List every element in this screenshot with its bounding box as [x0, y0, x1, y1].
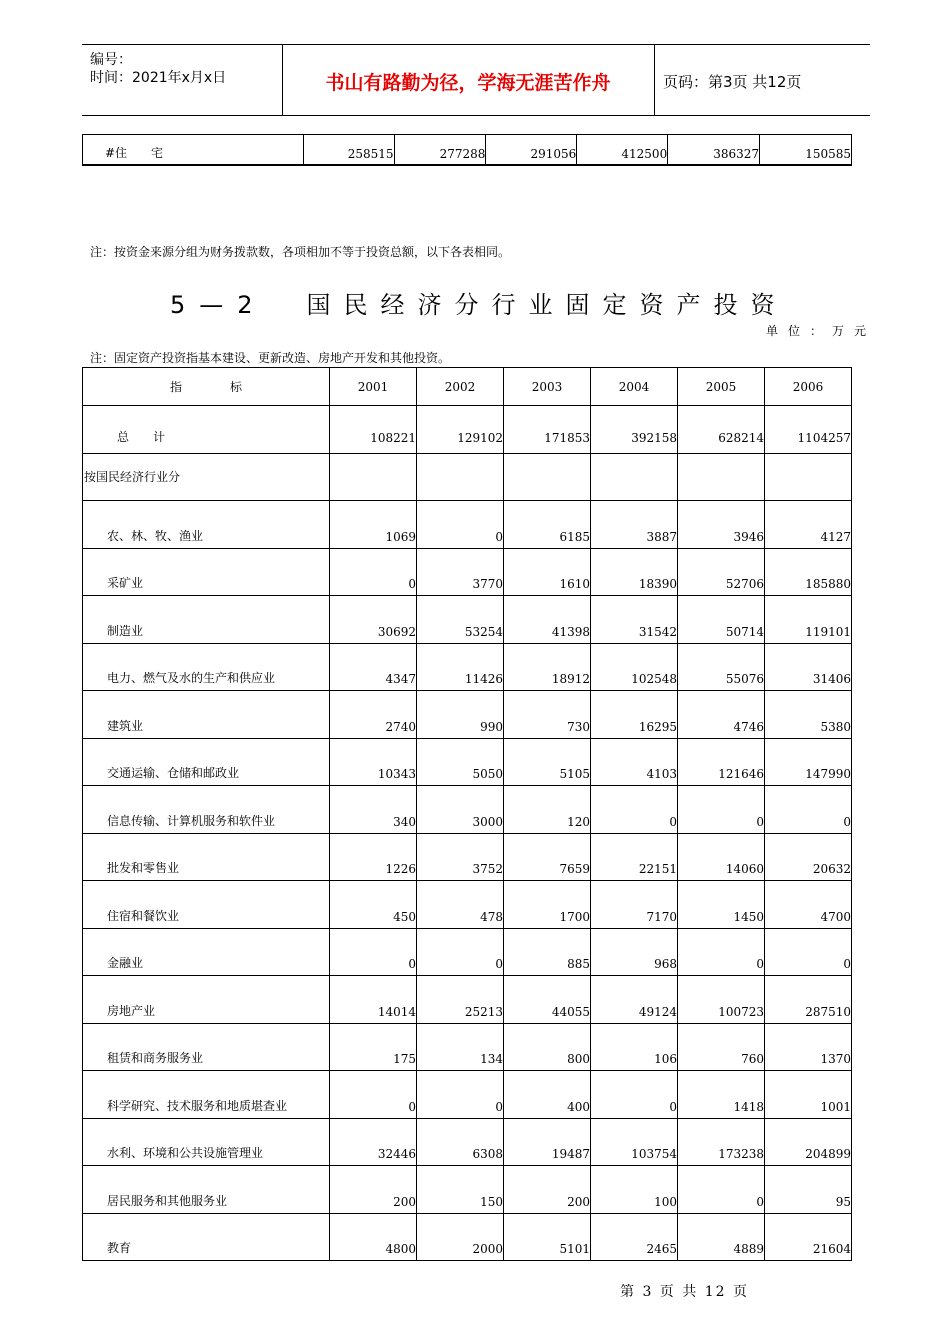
table-row	[83, 643, 852, 691]
row-label: 电力、燃气及水的生产和供应业	[83, 643, 330, 691]
table-cell: 7170	[591, 881, 678, 929]
table-cell: 412500	[577, 135, 668, 165]
table-cell: 119101	[765, 596, 852, 644]
table-cell: 121646	[678, 738, 765, 786]
table-cell	[504, 453, 591, 501]
table-body	[83, 406, 852, 1261]
table-cell: 0	[678, 1166, 765, 1214]
table-cell: 0	[417, 928, 504, 976]
table-cell: 258515	[303, 135, 394, 165]
table-row	[83, 1166, 852, 1214]
table-number: 5—2	[170, 291, 267, 319]
table-cell: 30692	[330, 596, 417, 644]
table-cell: 173238	[678, 1118, 765, 1166]
table-cell: 4127	[765, 501, 852, 549]
residential-table	[82, 134, 852, 166]
table-cell: 7659	[504, 833, 591, 881]
table-cell: 0	[330, 928, 417, 976]
header-motto-cell	[282, 45, 655, 115]
table-cell: 4800	[330, 1213, 417, 1261]
table-cell: 5101	[504, 1213, 591, 1261]
table-row	[83, 135, 852, 165]
table-cell	[591, 453, 678, 501]
column-header-year: 2006	[765, 368, 852, 406]
table-cell: 4347	[330, 643, 417, 691]
header-meta-cell	[82, 45, 283, 115]
row-label: 制造业	[83, 596, 330, 644]
table-cell: 2000	[417, 1213, 504, 1261]
table-cell: 0	[678, 786, 765, 834]
table-row	[83, 976, 852, 1024]
table-cell: 277288	[394, 135, 486, 165]
table-cell: 41398	[504, 596, 591, 644]
table-cell: 52706	[678, 548, 765, 596]
table-cell: 800	[504, 1023, 591, 1071]
table-cell: 49124	[591, 976, 678, 1024]
table-cell: 120	[504, 786, 591, 834]
table-cell: 108221	[330, 406, 417, 454]
table-cell: 31406	[765, 643, 852, 691]
table-cell: 3946	[678, 501, 765, 549]
table-cell: 200	[330, 1166, 417, 1214]
column-header-year: 2001	[330, 368, 417, 406]
row-label: 总 计	[83, 406, 330, 454]
row-label: 交通运输、仓储和邮政业	[83, 738, 330, 786]
page-info: 页码：第3页 共12页	[663, 73, 802, 91]
table-cell: 287510	[765, 976, 852, 1024]
table-cell: 14014	[330, 976, 417, 1024]
table-cell: 102548	[591, 643, 678, 691]
table-cell: 5380	[765, 691, 852, 739]
table-cell: 18390	[591, 548, 678, 596]
table-cell: 14060	[678, 833, 765, 881]
table-cell: 134	[417, 1023, 504, 1071]
header-row	[83, 368, 852, 406]
table-cell: 4700	[765, 881, 852, 929]
table-cell: 20632	[765, 833, 852, 881]
table-cell: 5105	[504, 738, 591, 786]
table-cell: 1104257	[765, 406, 852, 454]
table-cell: 0	[765, 928, 852, 976]
row-label: 房地产业	[83, 976, 330, 1024]
table-cell: 6185	[504, 501, 591, 549]
table-title-text: 国民经济分行业固定资产投资	[306, 291, 788, 319]
table-cell: 16295	[591, 691, 678, 739]
header-page-cell	[655, 45, 870, 115]
table-cell: 760	[678, 1023, 765, 1071]
table-cell: 1610	[504, 548, 591, 596]
table-row	[83, 501, 852, 549]
row-label: 住宿和餐饮业	[83, 881, 330, 929]
page-footer: 第 3 页 共 12 页	[620, 1284, 749, 1300]
table-cell: 11426	[417, 643, 504, 691]
table-cell: 0	[591, 1071, 678, 1119]
table-cell: 53254	[417, 596, 504, 644]
table-row	[83, 786, 852, 834]
table-cell: 990	[417, 691, 504, 739]
table-cell: 18912	[504, 643, 591, 691]
table-cell: 10343	[330, 738, 417, 786]
table-cell: 22151	[591, 833, 678, 881]
table-cell: 19487	[504, 1118, 591, 1166]
row-label: 采矿业	[83, 548, 330, 596]
table-cell: 291056	[486, 135, 577, 165]
table-cell: 0	[417, 1071, 504, 1119]
column-header-year: 2003	[504, 368, 591, 406]
table-cell: 3770	[417, 548, 504, 596]
table-cell: 6308	[417, 1118, 504, 1166]
column-header-year: 2002	[417, 368, 504, 406]
table-cell: 175	[330, 1023, 417, 1071]
row-label: 科学研究、技术服务和地质堪查业	[83, 1071, 330, 1119]
table-cell: 4889	[678, 1213, 765, 1261]
table-cell: 25213	[417, 976, 504, 1024]
table-cell: 44055	[504, 976, 591, 1024]
table-cell: 450	[330, 881, 417, 929]
table-row	[83, 691, 852, 739]
row-label: 批发和零售业	[83, 833, 330, 881]
row-label: 农、林、牧、渔业	[83, 501, 330, 549]
table-cell: 5050	[417, 738, 504, 786]
page-header	[82, 44, 870, 116]
table-title	[170, 285, 788, 320]
table-cell: 885	[504, 928, 591, 976]
table-cell: 730	[504, 691, 591, 739]
table-cell: 340	[330, 786, 417, 834]
unit-label: 单位：万元	[766, 324, 877, 338]
table-cell: 3752	[417, 833, 504, 881]
time-label: 时间：2021年x月x日	[90, 70, 227, 86]
table-cell: 106	[591, 1023, 678, 1071]
table-cell: 1700	[504, 881, 591, 929]
row-label: 按国民经济行业分	[83, 453, 330, 501]
table-cell: 95	[765, 1166, 852, 1214]
table-cell: 628214	[678, 406, 765, 454]
serial-label: 编号：	[90, 52, 132, 68]
table-cell: 1450	[678, 881, 765, 929]
row-label: 信息传输、计算机服务和软件业	[83, 786, 330, 834]
table-cell: 147990	[765, 738, 852, 786]
row-label: 金融业	[83, 928, 330, 976]
table-cell	[765, 453, 852, 501]
industry-investment-table	[82, 367, 852, 1261]
table-cell: 100723	[678, 976, 765, 1024]
table-row	[83, 833, 852, 881]
table-row	[83, 406, 852, 454]
table-cell	[417, 453, 504, 501]
table-cell: 100	[591, 1166, 678, 1214]
row-label: 建筑业	[83, 691, 330, 739]
table-cell: 0	[417, 501, 504, 549]
table-cell: 0	[330, 548, 417, 596]
table-cell: 3887	[591, 501, 678, 549]
row-label: 教育	[83, 1213, 330, 1261]
table-cell: 204899	[765, 1118, 852, 1166]
table-cell: 1069	[330, 501, 417, 549]
table-row	[83, 1118, 852, 1166]
table-cell: 1370	[765, 1023, 852, 1071]
table-row	[83, 928, 852, 976]
table-cell	[330, 453, 417, 501]
table-cell: 50714	[678, 596, 765, 644]
table-cell: 103754	[591, 1118, 678, 1166]
table-cell: 400	[504, 1071, 591, 1119]
table-row	[83, 548, 852, 596]
table-cell: 171853	[504, 406, 591, 454]
table-cell: 392158	[591, 406, 678, 454]
table-cell: 2740	[330, 691, 417, 739]
table-row	[83, 596, 852, 644]
table-row	[83, 881, 852, 929]
table-cell: 0	[678, 928, 765, 976]
table-cell: 200	[504, 1166, 591, 1214]
table-cell: 478	[417, 881, 504, 929]
table-cell: 55076	[678, 643, 765, 691]
row-label: 居民服务和其他服务业	[83, 1166, 330, 1214]
table-cell: 2465	[591, 1213, 678, 1261]
definition-note: 注：固定资产投资指基本建设、更新改造、房地产开发和其他投资。	[90, 351, 451, 365]
table-row	[83, 1071, 852, 1119]
table-cell: 4746	[678, 691, 765, 739]
table-cell: 32446	[330, 1118, 417, 1166]
column-header-year: 2005	[678, 368, 765, 406]
table-cell: 386327	[668, 135, 760, 165]
table-cell: 0	[330, 1071, 417, 1119]
table-cell: 3000	[417, 786, 504, 834]
column-header-year: 2004	[591, 368, 678, 406]
table-cell: 968	[591, 928, 678, 976]
table-cell: 1226	[330, 833, 417, 881]
table-row	[83, 738, 852, 786]
table-cell: 31542	[591, 596, 678, 644]
motto-text: 书山有路勤为径，学海无涯苦作舟	[325, 72, 611, 94]
row-label: #住 宅	[83, 135, 304, 165]
table-row	[83, 1023, 852, 1071]
column-header-indicator: 指 标	[83, 368, 330, 406]
table-cell: 1001	[765, 1071, 852, 1119]
table-cell: 0	[765, 786, 852, 834]
table-row	[83, 453, 852, 501]
funding-note: 注：按资金来源分组为财务拨款数，各项相加不等于投资总额，以下各表相同。	[90, 245, 511, 259]
row-label: 租赁和商务服务业	[83, 1023, 330, 1071]
table-cell: 150	[417, 1166, 504, 1214]
table-cell: 1418	[678, 1071, 765, 1119]
table-cell: 0	[591, 786, 678, 834]
table-row	[83, 1213, 852, 1261]
table-cell: 4103	[591, 738, 678, 786]
table-cell: 150585	[760, 135, 852, 165]
table-cell	[678, 453, 765, 501]
table-cell: 21604	[765, 1213, 852, 1261]
table-cell: 129102	[417, 406, 504, 454]
table-cell: 185880	[765, 548, 852, 596]
row-label: 水利、环境和公共设施管理业	[83, 1118, 330, 1166]
